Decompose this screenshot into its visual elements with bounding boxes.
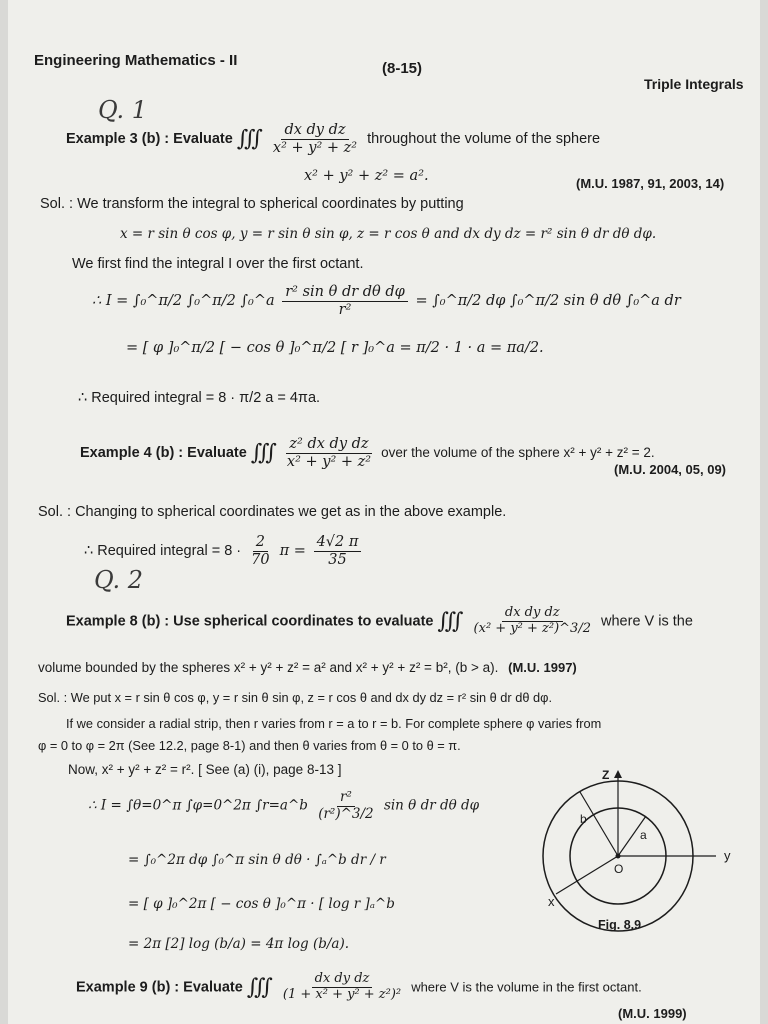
integrand-numerator: z² dx dy dz [286,436,371,454]
integrand-denominator: (x² + y² + z²)^3/2 [473,620,591,636]
fraction-numerator: r² sin θ dr dθ dφ [282,284,408,302]
integrand-numerator: dx dy dz [281,122,348,140]
integral-limits: ∴ I = ∫₀^π/2 ∫₀^π/2 ∫₀^a [92,293,275,310]
example-3-sphere-equation: x² + y² + z² = a². [304,168,429,184]
solution-3-substitution: x = r sin θ cos φ, y = r sin θ sin φ, z = r cos θ and dx dy dz = r² sin θ dr dθ dφ. [120,226,657,242]
y-label: y [724,848,731,863]
example-8-text: where V is the [601,613,693,630]
result-fraction-1 [248,534,272,568]
integral-separated: = ∫₀^π/2 dφ ∫₀^π/2 sin θ dθ ∫₀^a dr [415,293,681,310]
example-8-label: Example 8 (b) : Use spherical coordinates to evaluate [66,613,434,630]
fraction-denominator: 35 [328,551,347,568]
solution-8-line-2: If we consider a radial strip, then r varies from r = a to r = b. For complete sphere φ varies from [66,716,602,731]
header-page-number: (8-15) [382,60,423,77]
example-3-integrand [270,122,360,156]
integrand-numerator: dx dy dz [502,606,563,622]
result-middle: π = [279,543,311,559]
solution-4-result [84,534,364,568]
example-9-text: where V is the volume in the first octant. [411,979,642,995]
example-9-statement [76,972,642,1003]
example-8-statement [66,606,693,637]
solution-8-step-2: = ∫₀^2π dφ ∫₀^π sin θ dθ · ∫ₐ^b dr / r [128,852,386,868]
solution-3-integral [92,284,681,318]
example-3-label: Example 3 (b) : Evaluate [66,131,233,147]
solution-8-line-4: Now, x² + y² + z² = r². [ See (a) (i), page 8-13 ] [68,762,342,777]
example-4-label: Example 4 (b) : Evaluate [80,445,247,461]
solution-8-integral [88,790,479,822]
header-book-title: Engineering Mathematics - II [34,52,238,69]
figure-8-9 [528,768,758,938]
example-4-integrand [284,436,374,470]
solution-8-line-3: φ = 0 to φ = 2π (See 12.2, page 8-1) and then θ varies from θ = 0 to θ = π. [38,738,461,753]
header-chapter-title: Triple Integrals [644,76,744,92]
integrand-denominator: (1 + x² + y² + z²)² [282,986,402,1002]
x-label: x [548,894,555,909]
example-3-text: throughout the volume of the sphere [367,131,601,147]
solution-8-step-4: = 2π [2] log (b/a) = 4π log (b/a). [128,936,350,952]
z-label: Z [602,768,610,782]
example-4-text: over the volume of the sphere x² + y² + z² = 2. [381,445,655,460]
triple-integral-sign: ∭ [246,974,273,1000]
solution-3-line-3: We first find the integral I over the first octant. [72,256,364,272]
handwritten-q2: Q. 2 [94,566,144,594]
integrand-denominator: x² + y² + z² [286,453,372,470]
example-3-statement [66,122,600,156]
fraction-denominator: (r²)^3/2 [318,805,374,822]
example-8-reference: (M.U. 1997) [508,660,577,675]
triple-integral-sign: ∭ [437,608,464,634]
fraction-numerator: r² [337,790,355,807]
integrand-denominator: x² + y² + z² [272,139,358,156]
example-8-spheres: volume bounded by the spheres x² + y² + z² = a² and x² + y² + z² = b², (b > a). [38,660,499,675]
result-prefix: ∴ Required integral = 8 · [84,543,246,559]
fraction-numerator: 4√2 π [314,534,362,552]
integral-limits: ∴ I = ∫θ=0^π ∫φ=0^2π ∫r=a^b [88,797,308,814]
solution-3-fraction [282,284,408,318]
fraction-numerator: 2 [253,534,268,552]
example-8-line-2 [38,660,577,675]
example-8-integrand [471,606,594,637]
solution-8-fraction [315,790,376,822]
fraction-denominator: r² [338,301,352,318]
example-3-reference: (M.U. 1987, 91, 2003, 14) [576,176,725,191]
figure-caption: Fig. 8.9 [598,918,642,932]
origin-point [616,854,621,859]
solution-3-evaluation: = [ φ ]₀^π/2 [ − cos θ ]₀^π/2 [ r ]₀^a = π/2 · 1 · a = πa/2. [126,340,544,356]
origin-label: O [614,862,624,876]
handwritten-q1: Q. 1 [98,96,148,124]
textbook-page [8,0,760,1024]
example-9-label: Example 9 (b) : Evaluate [76,979,243,996]
solution-4-line-1: Sol. : Changing to spherical coordinates we get as in the above example. [38,504,507,520]
solution-8-step-3: = [ φ ]₀^2π [ − cos θ ]₀^π · [ log r ]ₐ^b [128,896,395,912]
solution-3-line-1: Sol. : We transform the integral to spherical coordinates by putting [40,196,464,212]
example-4-statement [80,436,655,470]
x-axis [556,856,618,894]
radius-a-label: a [640,828,647,842]
integrand-numerator: dx dy dz [312,972,373,988]
example-9-reference: (M.U. 1999) [618,1006,687,1021]
z-arrow-icon [614,770,622,778]
triple-integral-sign: ∭ [250,440,277,466]
integral-differentials: sin θ dr dθ dφ [383,797,480,814]
solution-3-result: ∴ Required integral = 8 · π/2 a = 4πa. [78,390,321,406]
radius-b-label: b [580,812,587,826]
example-9-integrand [280,972,404,1003]
triple-integral-sign: ∭ [236,126,263,152]
solution-8-line-1: Sol. : We put x = r sin θ cos φ, y = r sin θ sin φ, z = r cos θ and dx dy dz = r² sin θ dr dθ dφ. [38,690,552,705]
result-fraction-2 [314,534,362,568]
fraction-denominator: 70 [251,551,270,568]
example-4-reference: (M.U. 2004, 05, 09) [614,462,726,477]
